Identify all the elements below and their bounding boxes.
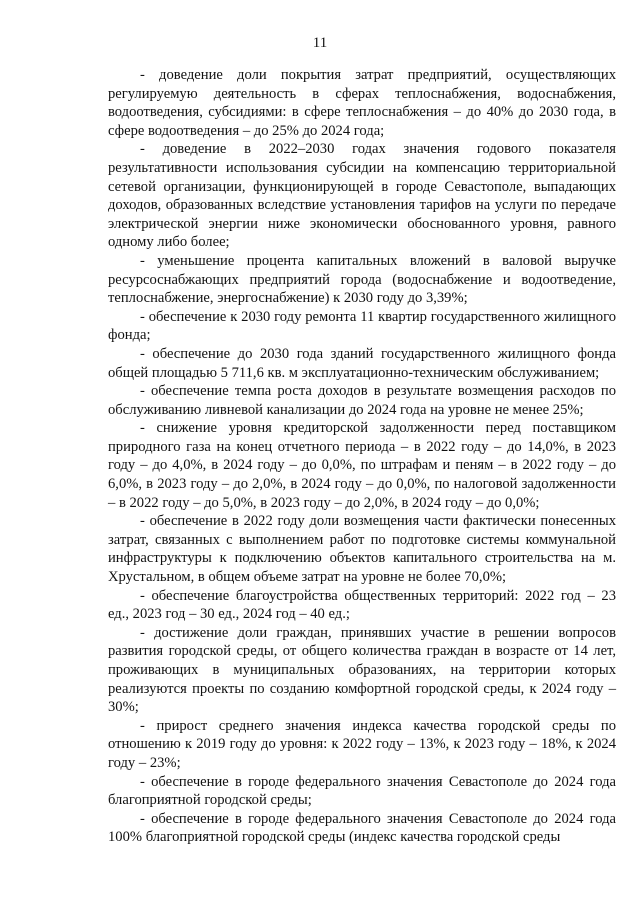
paragraph: - доведение доли покрытия затрат предприятий, осуществляющих регулируемую деятельность в сферах теплоснабжения, водоснабжения, водоотведения, субсидиями: в сфере теплоснабжения – до 40% до 2030 года, в сфере водоотведения – до 25% до 2024 года;: [108, 67, 616, 139]
paragraph: - обеспечение до 2030 года зданий государственного жилищного фонда общей площадью 5 711,6 кв. м эксплуатационно-техническим обслуживанием;: [108, 345, 616, 381]
paragraph: - обеспечение темпа роста доходов в результате возмещения расходов по обслуживанию ливневой канализации до 2024 года на уровне не менее 25%;: [108, 383, 616, 418]
page-number: 11: [312, 35, 328, 51]
paragraph: - обеспечение благоустройства общественных территорий: 2022 год – 23 ед., 2023 год – 30 ед., 2024 год – 40 ед.;: [108, 587, 616, 623]
paragraph: - обеспечение в 2022 году доли возмещения части фактически понесенных затрат, связанных с выполнением работ по подготовке системы коммунальной инфраструктуры к подключению объектов капитального строительства на м. Хрустальном, в общем объеме затрат на уровне не более 70,0%;: [108, 513, 616, 586]
paragraph: - доведение в 2022–2030 годах значения годового показателя результативности использования субсидии на компенсацию территориальной сетевой организации, функционирующей в городе Севастополе, выпадающих доходов, образованных вследствие установления тарифов на услуги по передаче электрической энергии ниже экономически обоснованного уровня, равного одному либо более;: [108, 141, 616, 251]
paragraph: - обеспечение в городе федерального значения Севастополе до 2024 года благоприятной городской среды;: [108, 773, 616, 809]
paragraph: - снижение уровня кредиторской задолженности перед поставщиком природного газа на конец отчетного периода – в 2022 году – до 14,0%, в 2023 году – до 4,0%, в 2024 году – до 0,0%, по штрафам и пеням – в 2022 году – до 6,0%, в 2023 году – до 2,0%, в 2024 году – до 0,0%, по налоговой задолженности – в 2022 году – до 5,0%, в 2023 году – до 2,0%, в 2024 году – до 0,0%;: [108, 420, 616, 511]
paragraph: - прирост среднего значения индекса качества городской среды по отношению к 2019 году до уровня: к 2022 году – 13%, к 2023 году – 18%, к 2024 году – 23%;: [108, 717, 616, 771]
paragraph: - достижение доли граждан, принявших участие в решении вопросов развития городской среды, от общего количества граждан в возрасте от 14 лет, проживающих в муниципальных образованиях, на территории которых реализуются проекты по созданию комфортной городской среды, к 2024 году – 30%;: [108, 624, 616, 716]
paragraph: - обеспечение в городе федерального значения Севастополе до 2024 года 100% благоприятной городской среды (индекс качества городской среды: [108, 810, 616, 846]
paragraph: - уменьшение процента капитальных вложений в валовой выручке ресурсоснабжающих предприятий города (водоснабжение и водоотведение, теплоснабжение, энергоснабжение) к 2030 году до 3,39%;: [108, 252, 616, 307]
document-body: [108, 66, 616, 847]
paragraph: - обеспечение к 2030 году ремонта 11 квартир государственного жилищного фонда;: [108, 308, 616, 344]
